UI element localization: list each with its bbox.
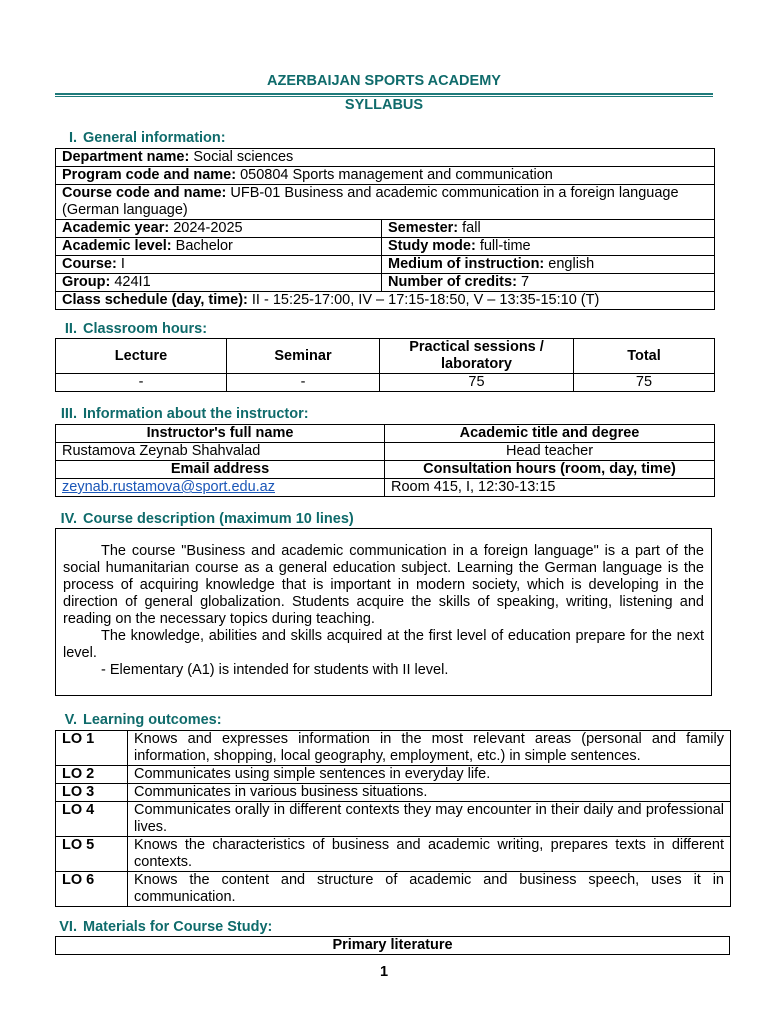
outcome-text: Knows and expresses information in the most relevant areas (personal and family information, shopping, local geography, employment, etc.) in simple sentences.: [128, 731, 731, 766]
consultation-hours: Room 415, I, 12:30-13:15: [385, 479, 715, 497]
mode-value: full-time: [479, 238, 531, 254]
hours-header-lecture: Lecture: [56, 339, 227, 374]
outcome-text: Communicates using simple sentences in everyday life.: [128, 766, 731, 784]
institution-title: AZERBAIJAN SPORTS ACADEMY: [267, 73, 501, 89]
year-value: 2024-2025: [173, 220, 243, 236]
hours-lecture-value: -: [56, 374, 227, 392]
outcome-code: LO 3: [56, 784, 128, 802]
table-row: [56, 784, 731, 802]
medium-value: english: [548, 256, 595, 272]
description-paragraph: - Elementary (A1) is intended for students with II level.: [101, 662, 449, 678]
hours-header-seminar: Seminar: [227, 339, 380, 374]
table-row: [56, 802, 731, 837]
table-row: [56, 339, 715, 374]
table-row: [56, 872, 731, 907]
table-row: [56, 425, 715, 443]
outcome-text: Knows the characteristics of business and academic writing, prepares texts in different contexts.: [128, 837, 731, 872]
group-value: 424I1: [114, 274, 151, 290]
table-row: Course code and name: UFB-01 Business and academic communication in a foreign language (German language): [56, 185, 715, 220]
table-row: [56, 443, 715, 461]
section-hours-heading: II. Classroom hours:: [64, 321, 208, 337]
hours-header-total: Total: [574, 339, 715, 374]
table-row: Group: 424I1 Number of credits: 7: [56, 274, 715, 292]
table-row: [56, 766, 731, 784]
table-row: Academic year: 2024-2025 Semester: fall: [56, 220, 715, 238]
outcome-code: LO 2: [56, 766, 128, 784]
document-title: SYLLABUS: [344, 97, 424, 113]
classroom-hours-table: [55, 338, 715, 392]
course-description-box: [55, 528, 712, 696]
header-rule-thick: [55, 93, 713, 95]
table-row: [56, 731, 731, 766]
outcome-code: LO 4: [56, 802, 128, 837]
outcome-code: LO 1: [56, 731, 128, 766]
general-info-table: [55, 148, 715, 310]
section-materials-heading: VI. Materials for Course Study:: [59, 919, 273, 935]
department-value: Social sciences: [193, 149, 294, 165]
hours-practical-value: 75: [380, 374, 574, 392]
table-row: [56, 461, 715, 479]
outcome-code: LO 6: [56, 872, 128, 907]
outcome-code: LO 5: [56, 837, 128, 872]
table-row: [56, 374, 715, 392]
section-instructor-heading: III. Information about the instructor:: [60, 406, 309, 422]
outcome-text: Communicates in various business situations.: [128, 784, 731, 802]
table-row: Academic level: Bachelor Study mode: full-time: [56, 238, 715, 256]
section-general-heading: I. General information:: [68, 130, 226, 146]
instructor-table: [55, 424, 715, 497]
hours-header-practical: Practical sessions / laboratory: [380, 339, 574, 374]
course-value: UFB-01 Business and academic communication in a foreign language (German language): [62, 185, 679, 218]
instructor-title-header: Academic title and degree: [385, 425, 715, 443]
materials-table: [55, 936, 730, 955]
table-row: Department name: Social sciences: [56, 149, 715, 167]
table-row: Class schedule (day, time): II - 15:25-17:00, IV – 17:15-18:50, V – 13:35-15:10 (T): [56, 292, 715, 310]
primary-literature-header: Primary literature: [56, 937, 730, 955]
level-value: Bachelor: [175, 238, 233, 254]
program-value: 050804 Sports management and communication: [240, 167, 553, 183]
table-row: [56, 837, 731, 872]
description-paragraph: The course "Business and academic communication in a foreign language" is a part of the social humanitarian course as a general education subject. Learning the German language is the process of acquiring knowledge that is important in modern society, which is developing in the direction of general globalization. Students acquire the skills of speaking, writing, listening and reading on the necessary topics during teaching.: [63, 543, 704, 627]
schedule-value: II - 15:25-17:00, IV – 17:15-18:50, V – 13:35-15:10 (T): [251, 292, 600, 308]
consultation-header: Consultation hours (room, day, time): [385, 461, 715, 479]
hours-seminar-value: -: [227, 374, 380, 392]
semester-value: fall: [462, 220, 481, 236]
table-row: Course: I Medium of instruction: english: [56, 256, 715, 274]
table-row: [56, 937, 730, 955]
instructor-title: Head teacher: [385, 443, 715, 461]
section-description-heading: IV. Course description (maximum 10 lines): [60, 511, 354, 527]
email-header: Email address: [56, 461, 385, 479]
page-number: 1: [379, 964, 389, 980]
description-paragraph: The knowledge, abilities and skills acquired at the first level of education prepare for the next level.: [63, 628, 704, 661]
outcome-text: Knows the content and structure of academic and business speech, uses it in communication.: [128, 872, 731, 907]
hours-total-value: 75: [574, 374, 715, 392]
instructor-name: Rustamova Zeynab Shahvalad: [56, 443, 385, 461]
outcome-text: Communicates orally in different contexts they may encounter in their daily and professional lives.: [128, 802, 731, 837]
course-number-value: I: [120, 256, 125, 272]
learning-outcomes-table: [55, 730, 731, 907]
instructor-name-header: Instructor's full name: [56, 425, 385, 443]
section-outcomes-heading: V. Learning outcomes:: [64, 712, 222, 728]
table-row: [56, 479, 715, 497]
credits-value: 7: [520, 274, 530, 290]
instructor-email-link[interactable]: zeynab.rustamova@sport.edu.az: [62, 479, 275, 495]
table-row: Program code and name: 050804 Sports management and communication: [56, 167, 715, 185]
